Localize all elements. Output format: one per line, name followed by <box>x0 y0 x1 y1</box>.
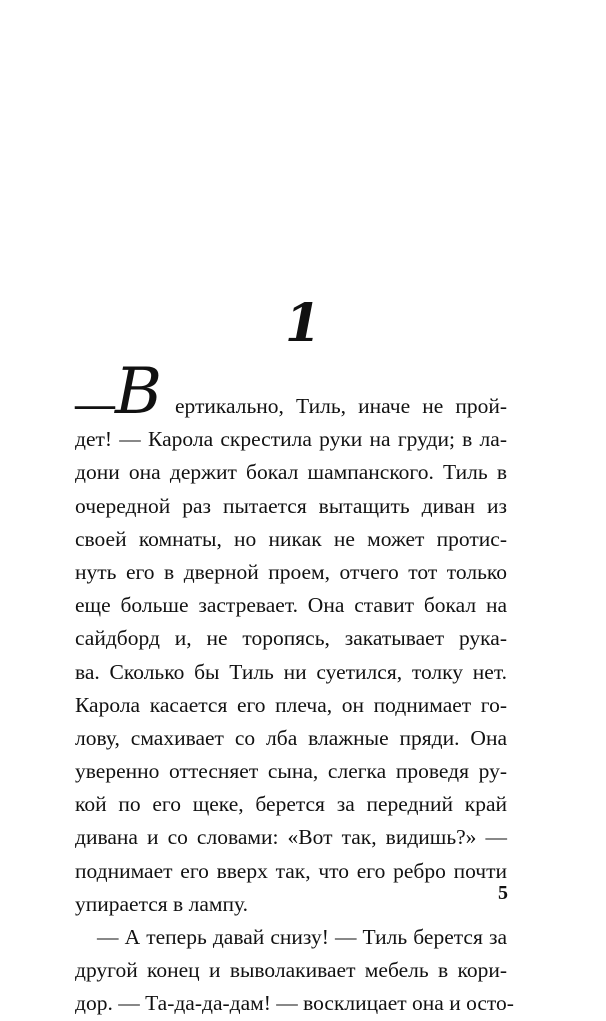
dropcap-dash: — <box>75 381 115 426</box>
text-line: упирается в лампу. <box>75 891 248 916</box>
text-line: своей комнаты, но никак не может протис- <box>75 526 507 551</box>
text-line: поднимает его вверх так, что его ребро почти <box>75 858 507 883</box>
first-line <box>75 355 507 429</box>
body-text <box>75 355 514 1021</box>
text-line: дор. — Та-да-да-дам! — восклицает она и осто- <box>75 991 514 1016</box>
text-line: лову, смахивает со лба влажные пряди. Она <box>75 725 507 750</box>
text-line: дони она держит бокал шампанского. Тиль в <box>75 460 507 485</box>
dropcap-letter: В <box>115 355 163 429</box>
text-line: — А теперь давай снизу! — Тиль берется за <box>97 925 507 949</box>
text-line: Карола касается его плеча, он поднимает го- <box>75 692 507 717</box>
text-line: еще больше застревает. Она ставит бокал на <box>75 593 507 618</box>
text-line: ва. Сколько бы Тиль ни суетился, толку нет. <box>75 659 507 684</box>
text-line: кой по его щеке, берется за передний край <box>75 792 507 817</box>
text-line: очередной раз пытается вытащить диван из <box>75 493 507 518</box>
text-line: дет! — Карола скрестила руки на груди; в ла- <box>75 427 507 452</box>
text-line: сайдборд и, не торопясь, закатывает рука- <box>75 626 507 651</box>
text-line: уверенно оттесняет сына, слегка проведя ру- <box>75 759 507 784</box>
page-number: 5 <box>498 882 508 904</box>
text-line: нуть его в дверной проем, отчего тот только <box>75 559 507 584</box>
chapter-number: 1 <box>284 293 322 354</box>
text-line: ертикально, Тиль, иначе не прой- <box>175 394 507 418</box>
text-line: дивана и со словами: «Вот так, видишь?» — <box>75 825 507 850</box>
text-line: другой конец и выволакивает мебель в кори- <box>75 958 507 983</box>
